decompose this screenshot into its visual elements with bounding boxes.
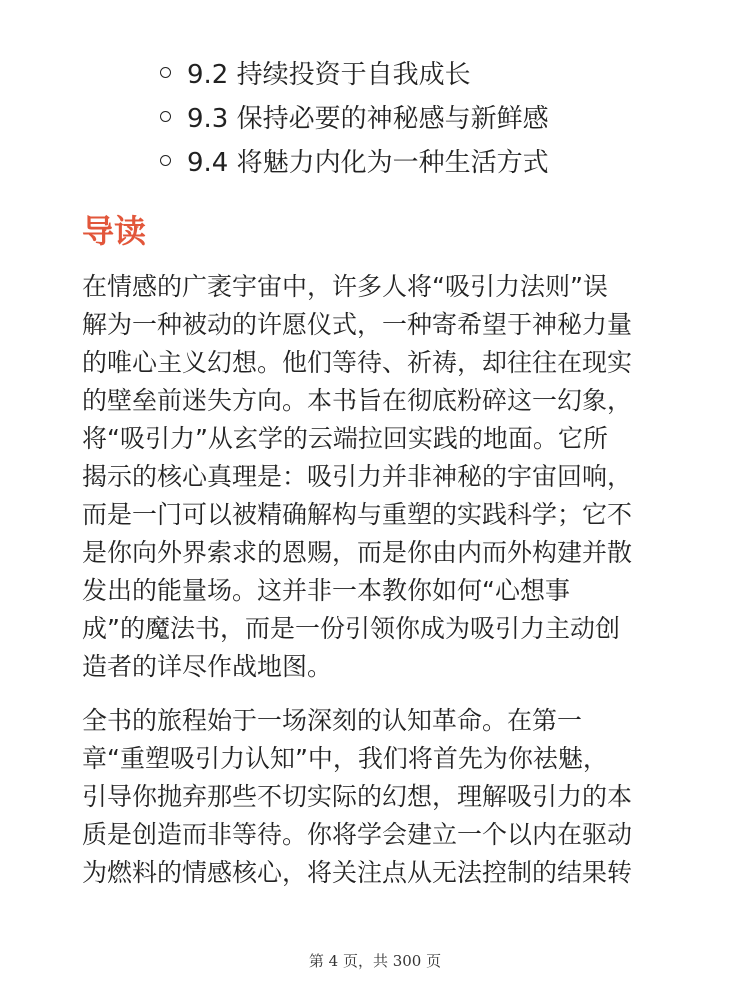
toc-item[interactable] — [160, 94, 549, 138]
text-line: 造者的详尽作战地图。 — [82, 652, 333, 681]
text-line: 揭示的核心真理是：吸引力并非神秘的宇宙回响， — [82, 462, 633, 491]
circle-bullet-icon — [160, 111, 171, 122]
text-line: 是你向外界索求的恩赐，而是你由内而外构建并散 — [82, 538, 633, 567]
text-line: 的壁垒前迷失方向。本书旨在彻底粉碎这一幻象， — [82, 386, 633, 415]
text-line: 质是创造而非等待。你将学会建立一个以内在驱动 — [82, 820, 633, 849]
paragraph — [82, 702, 670, 892]
paragraph — [82, 268, 670, 686]
text-line: 将“吸引力”从玄学的云端拉回实践的地面。它所 — [82, 424, 608, 453]
text-line: 为燃料的情感核心，将关注点从无法控制的结果转 — [82, 858, 633, 887]
toc-item-label: 9.2 持续投资于自我成长 — [187, 59, 471, 90]
circle-bullet-icon — [160, 155, 171, 166]
body-text — [82, 268, 670, 892]
toc-list — [160, 50, 549, 182]
text-line: 而是一门可以被精确解构与重塑的实践科学；它不 — [82, 500, 633, 529]
text-line: 在情感的广袤宇宙中，许多人将“吸引力法则”误 — [82, 272, 608, 301]
text-line: 解为一种被动的许愿仪式，一种寄希望于神秘力量 — [82, 310, 633, 339]
text-line: 发出的能量场。这并非一本教你如何“心想事 — [82, 576, 570, 605]
text-line: 章“重塑吸引力认知”中，我们将首先为你祛魅， — [82, 744, 608, 773]
circle-bullet-icon — [160, 67, 171, 78]
toc-item-label: 9.3 保持必要的神秘感与新鲜感 — [187, 103, 549, 134]
section-heading: 导读 — [82, 212, 147, 250]
page-number: 第 4 页，共 300 页 — [308, 952, 442, 970]
text-line: 的唯心主义幻想。他们等待、祈祷，却往往在现实 — [82, 348, 633, 377]
toc-item[interactable] — [160, 138, 549, 182]
text-line: 成”的魔法书，而是一份引领你成为吸引力主动创 — [82, 614, 620, 643]
text-line: 全书的旅程始于一场深刻的认知革命。在第一 — [82, 706, 583, 735]
text-line: 引导你抛弃那些不切实际的幻想，理解吸引力的本 — [82, 782, 633, 811]
toc-item-label: 9.4 将魅力内化为一种生活方式 — [187, 147, 549, 178]
toc-item[interactable] — [160, 50, 549, 94]
